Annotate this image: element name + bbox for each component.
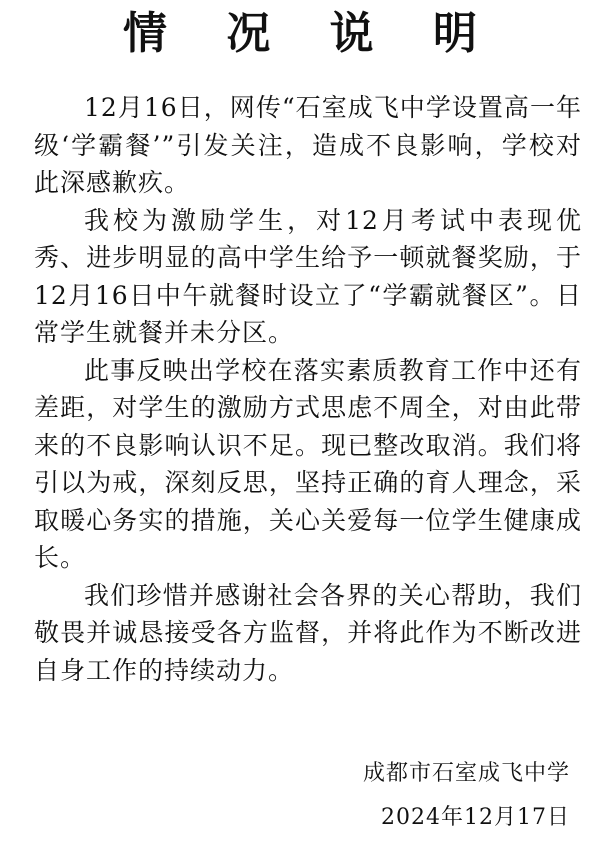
paragraph-4: 我们珍惜并感谢社会各界的关心帮助，我们敬畏并诚恳接受各方监督，并将此作为不断改进自身工作的持续动力。 bbox=[34, 580, 582, 685]
paragraph-3: 此事反映出学校在落实素质教育工作中还有差距，对学生的激励方式思虑不周全，对由此带来的不良影响认识不足。现已整改取消。我们将引以为戒，深刻反思，坚持正确的育人理念，采取暖心务实的措施，关心关爱每一位学生健康成长。 bbox=[34, 355, 582, 572]
document-body bbox=[34, 89, 582, 689]
paragraph-1: 12月16日，网传“石室成飞中学设置高一年级‘学霸餐’”引发关注，造成不良影响，学校对此深感歉疚。 bbox=[34, 93, 582, 197]
signature-organization: 成都市石室成飞中学 bbox=[362, 761, 570, 786]
signature-block bbox=[270, 752, 570, 840]
paragraph-2: 我校为激励学生，对12月考试中表现优秀、进步明显的高中学生给予一顿就餐奖励，于12月16日中午就餐时设立了“学霸就餐区”。日常学生就餐并未分区。 bbox=[34, 205, 582, 347]
signature-date: 2024年12月17日 bbox=[381, 805, 570, 830]
document-title: 情 况 说 明 bbox=[123, 8, 499, 59]
